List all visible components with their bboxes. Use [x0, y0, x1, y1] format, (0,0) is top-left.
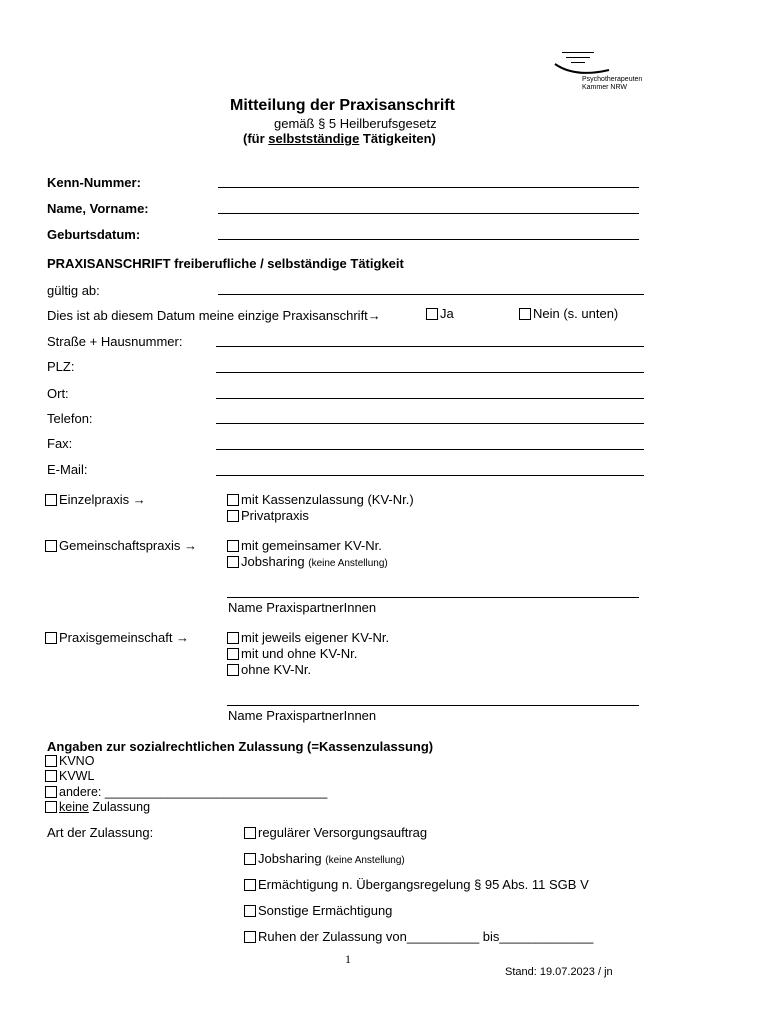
art-jobsharing-checkbox[interactable]: [244, 853, 256, 865]
partner-names-field-1[interactable]: [227, 597, 639, 598]
praxisanschrift-heading: PRAXISANSCHRIFT freiberufliche / selbständige Tätigkeit: [47, 256, 404, 271]
geburtsdatum-label: Geburtsdatum:: [47, 227, 141, 242]
gueltig-label: gültig ab:: [47, 283, 100, 298]
ohne-kv-option[interactable]: ohne KV-Nr.: [227, 662, 311, 678]
gemeinschaftspraxis-option[interactable]: Gemeinschaftspraxis →: [45, 538, 197, 554]
email-label: E-Mail:: [47, 462, 88, 477]
praxisgemeinschaft-option[interactable]: Praxisgemeinschaft →: [45, 630, 189, 646]
kassenzulassung-checkbox[interactable]: [227, 494, 239, 506]
art-ruhen-option[interactable]: Ruhen der Zulassung von__________ bis_____________: [244, 929, 593, 945]
nein-option[interactable]: Nein (s. unten): [519, 306, 618, 322]
art-ermaechtigung-checkbox[interactable]: [244, 879, 256, 891]
privatpraxis-checkbox[interactable]: [227, 510, 239, 522]
art-sonstige-checkbox[interactable]: [244, 905, 256, 917]
kvwl-option[interactable]: KVWL: [45, 769, 94, 784]
page-number: 1: [345, 952, 351, 966]
plz-label: PLZ:: [47, 359, 75, 374]
kvno-option[interactable]: KVNO: [45, 754, 94, 769]
logo-text-line2: Kammer NRW: [582, 84, 627, 91]
strasse-label: Straße + Hausnummer:: [47, 334, 183, 349]
art-sonstige-option[interactable]: Sonstige Ermächtigung: [244, 903, 392, 919]
email-field[interactable]: [216, 475, 644, 476]
name-field[interactable]: [218, 213, 639, 214]
gueltig-field[interactable]: [218, 294, 644, 295]
single-address-question: Dies ist ab diesem Datum meine einzige Praxisanschrift→: [47, 308, 381, 323]
plz-field[interactable]: [216, 372, 644, 373]
stand-date: Stand: 19.07.2023 / jn: [505, 966, 613, 978]
kvwl-checkbox[interactable]: [45, 770, 57, 782]
zulassung-heading: Angaben zur sozialrechtlichen Zulassung (=Kassenzulassung): [47, 739, 434, 754]
ort-field[interactable]: [216, 398, 644, 399]
andere-checkbox[interactable]: [45, 786, 57, 798]
praxisgemeinschaft-checkbox[interactable]: [45, 632, 57, 644]
partner-names-field-2[interactable]: [227, 705, 639, 706]
fax-field[interactable]: [216, 449, 644, 450]
ort-label: Ort:: [47, 386, 69, 401]
ja-option[interactable]: Ja: [426, 306, 454, 322]
andere-option[interactable]: andere: ________________________________: [45, 785, 327, 800]
telefon-label: Telefon:: [47, 411, 93, 426]
gemeinschaftspraxis-checkbox[interactable]: [45, 540, 57, 552]
keine-zulassung-checkbox[interactable]: [45, 801, 57, 813]
art-ermaechtigung-option[interactable]: Ermächtigung n. Übergangsregelung § 95 Abs. 11 SGB V: [244, 877, 589, 893]
mit-ohne-kv-option[interactable]: mit und ohne KV-Nr.: [227, 646, 357, 662]
kvno-checkbox[interactable]: [45, 755, 57, 767]
kassenzulassung-option[interactable]: mit Kassenzulassung (KV-Nr.): [227, 492, 414, 508]
geburtsdatum-field[interactable]: [218, 239, 639, 240]
eigene-kv-option[interactable]: mit jeweils eigener KV-Nr.: [227, 630, 389, 646]
mit-ohne-kv-checkbox[interactable]: [227, 648, 239, 660]
jobsharing-checkbox[interactable]: [227, 556, 239, 568]
telefon-field[interactable]: [216, 423, 644, 424]
strasse-field[interactable]: [216, 346, 644, 347]
ohne-kv-checkbox[interactable]: [227, 664, 239, 676]
nein-checkbox[interactable]: [519, 308, 531, 320]
art-ruhen-checkbox[interactable]: [244, 931, 256, 943]
page-subtitle: gemäß § 5 Heilberufsgesetz: [274, 116, 437, 131]
einzelpraxis-option[interactable]: Einzelpraxis →: [45, 492, 146, 508]
fax-label: Fax:: [47, 436, 73, 451]
partner-names-label-1: Name PraxispartnerInnen: [228, 600, 377, 615]
art-jobsharing-option[interactable]: Jobsharing (keine Anstellung): [244, 851, 405, 867]
einzelpraxis-checkbox[interactable]: [45, 494, 57, 506]
kenn-nummer-label: Kenn-Nummer:: [47, 175, 141, 190]
gemeinsame-kv-option[interactable]: mit gemeinsamer KV-Nr.: [227, 538, 382, 554]
name-label: Name, Vorname:: [47, 201, 149, 216]
logo-swoosh-icon: [553, 62, 613, 76]
eigene-kv-checkbox[interactable]: [227, 632, 239, 644]
logo-text-line1: Psychotherapeuten: [582, 76, 643, 83]
jobsharing-option[interactable]: Jobsharing (keine Anstellung): [227, 554, 388, 570]
partner-names-label-2: Name PraxispartnerInnen: [228, 708, 377, 723]
kenn-nummer-field[interactable]: [218, 187, 639, 188]
art-regulaer-checkbox[interactable]: [244, 827, 256, 839]
gemeinsame-kv-checkbox[interactable]: [227, 540, 239, 552]
keine-zulassung-option[interactable]: keine Zulassung: [45, 800, 150, 815]
art-regulaer-option[interactable]: regulärer Versorgungsauftrag: [244, 825, 427, 841]
ja-checkbox[interactable]: [426, 308, 438, 320]
page-subtitle-2: (für selbstständige Tätigkeiten): [243, 131, 436, 146]
page-title: Mitteilung der Praxisanschrift: [230, 97, 455, 114]
privatpraxis-option[interactable]: Privatpraxis: [227, 508, 309, 524]
art-zulassung-label: Art der Zulassung:: [47, 825, 154, 840]
